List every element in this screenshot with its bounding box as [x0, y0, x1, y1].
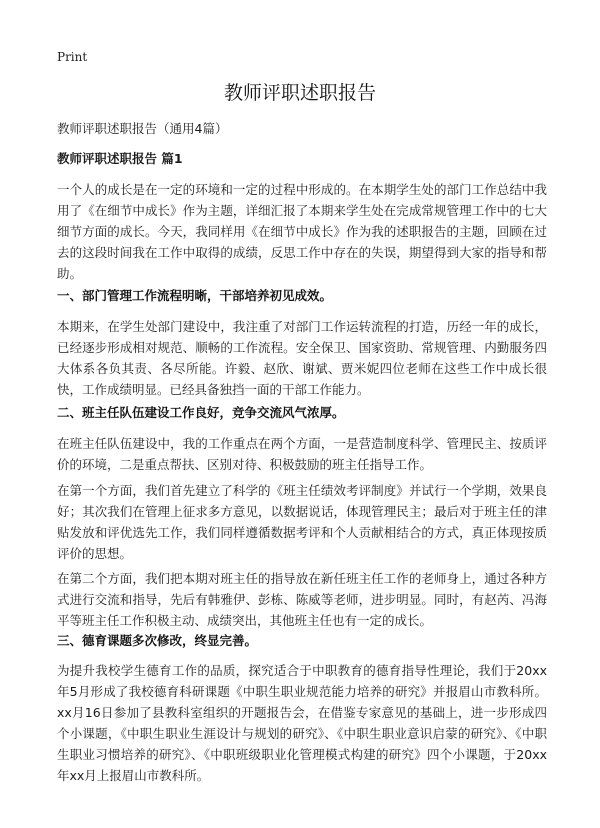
- paragraph-research: 为提升我校学生德育工作的品质，探究适合于中职教育的德育指导性理论，我们于20xx年5月形成了我校德育科研课题《中职生职业规范能力培养的研究》并报眉山市教科所。xx月16日参加了县教科室组织的开题报告会，在借鉴专家意见的基础上，进一步形成四个小课题，《中职生职业生涯设计与规划的研究》、《中职生职业意识启蒙的研究》、《中职生职业习惯培养的研究》、《中职班级职业化管理模式构建的研究》四个小课题，于20xx年xx月上报眉山市教科所。: [57, 663, 547, 783]
- heading-1: 一、部门管理工作流程明晰，干部培养初见成效。: [57, 288, 333, 303]
- heading-2: 二、班主任队伍建设工作良好，竞争交流风气浓厚。: [57, 405, 345, 420]
- heading-3: 三、德育课题多次修改，终显完善。: [57, 633, 258, 648]
- paragraph-first-aspect: 在第一个方面，我们首先建立了科学的《班主任绩效考评制度》并试行一个学期，效果良好；其次我们在管理上征求多方意见，以数据说话，体现管理民主；最后对于班主任的津贴发放和评优选先工作，我们同样遵循数据考评和个人贡献相结合的方式，真正体现按质评价的思想。: [57, 483, 547, 561]
- paragraph-dept-management: 本期来，在学生处部门建设中，我注重了对部门工作运转流程的打造，历经一年的成长，已经逐步形成相对规范、顺畅的工作流程。安全保卫、国家资助、常规管理、内勤服务四大体系各负其责、各尽所能。许毅、赵欣、谢斌、贾米妮四位老师在这些工作中成长很快，工作成绩明显。已经具备独挡一面的干部工作能力。: [57, 319, 547, 397]
- paragraph-intro: 一个人的成长是在一定的环境和一定的过程中形成的。在本期学生处的部门工作总结中我用了《在细节中成长》作为主题，详细汇报了本期来学生处在完成常规管理工作中的七大细节方面的成长。今天，我同样用《在细节中成长》作为我的述职报告的主题，回顾在过去的这段时间我在工作中取得的成绩，反思工作中存在的失误，期望得到大家的指导和帮助。: [57, 182, 547, 281]
- document-title: 教师评职述职报告: [223, 82, 376, 104]
- paragraph-second-aspect: 在第二个方面，我们把本期对班主任的指导放在新任班主任工作的老师身上，通过各种方式进行交流和指导，先后有韩雅伊、彭栋、陈威等老师，进步明显。同时，有赵芮、冯海平等班主任工作积极主动、成绩突出，其他班主任也有一定的成长。: [57, 571, 547, 628]
- print-link[interactable]: Print: [57, 50, 88, 64]
- document-subtitle: 教师评职述职报告（通用4篇）: [57, 121, 228, 136]
- section-title: 教师评职述职报告 篇1: [57, 151, 183, 166]
- paragraph-teacher-team: 在班主任队伍建设中，我的工作重点在两个方面，一是营造制度科学、管理民主、按质评价的环境，二是重点帮扶、区别对待、积极鼓励的班主任指导工作。: [57, 436, 547, 472]
